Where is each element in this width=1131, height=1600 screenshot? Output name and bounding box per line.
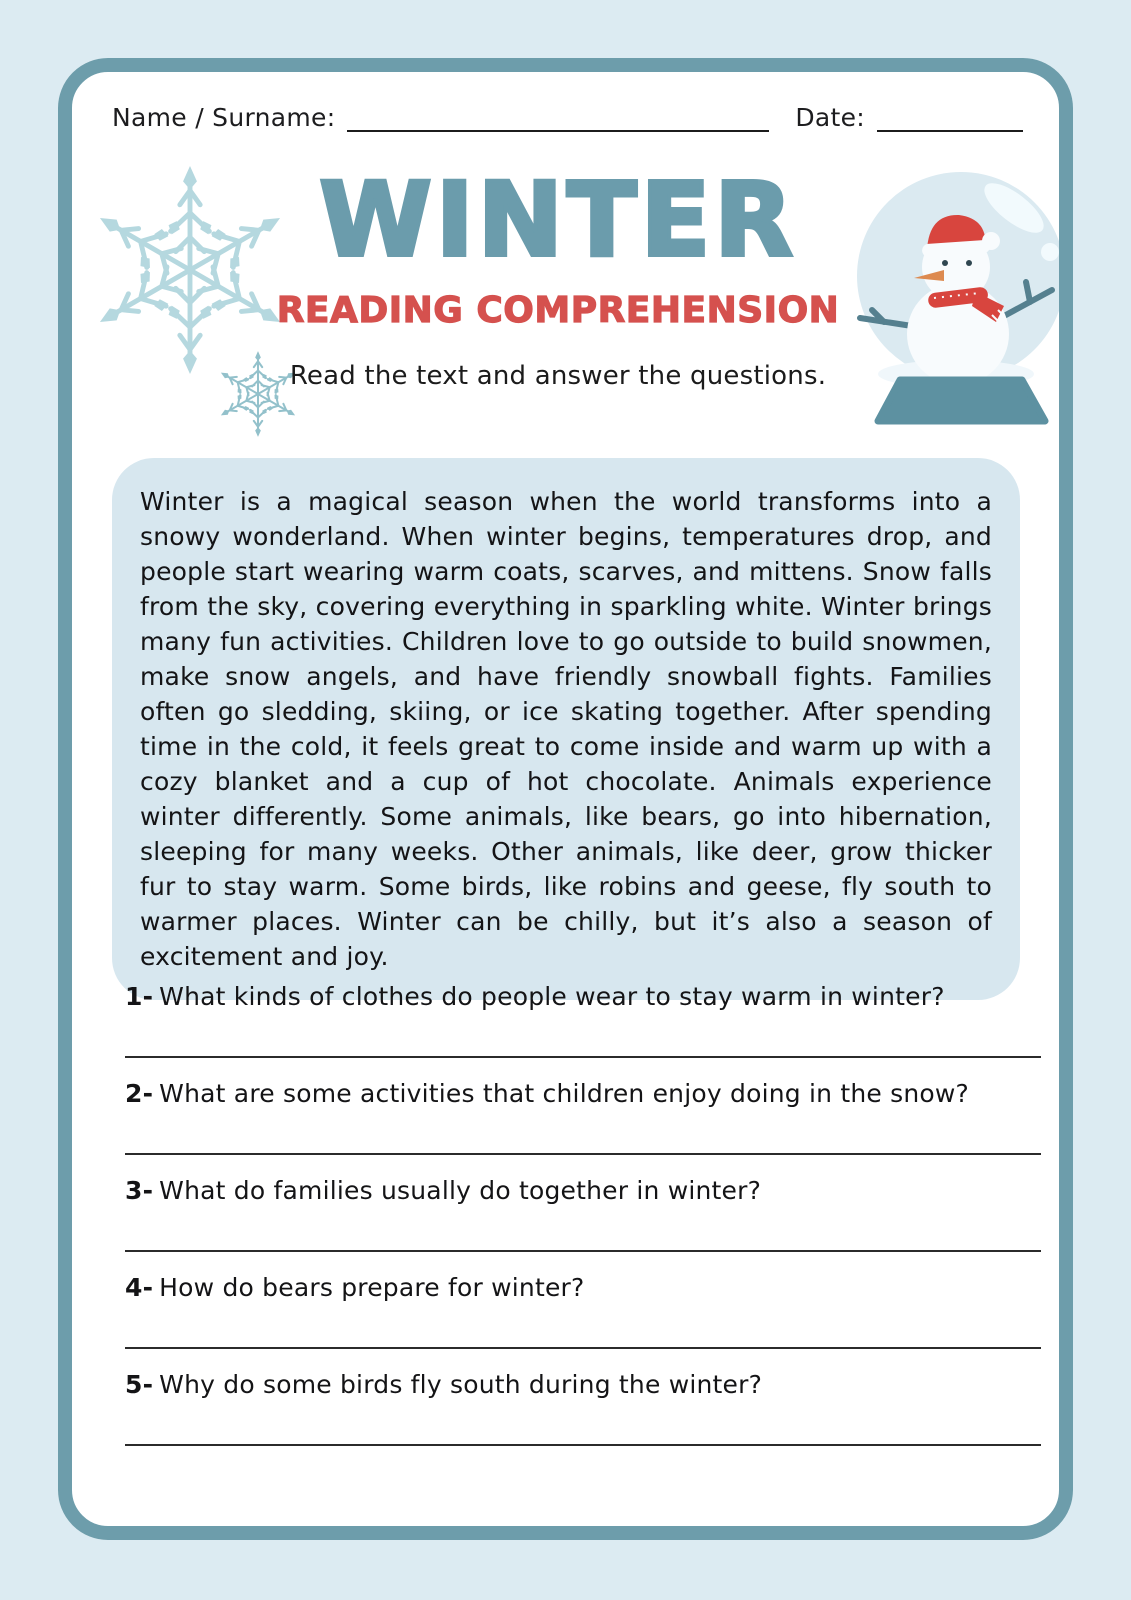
hero-text-block — [258, 161, 858, 392]
date-input-line[interactable] — [877, 102, 1023, 132]
worksheet-title: WINTER — [319, 161, 797, 280]
answer-line[interactable] — [125, 1347, 1041, 1349]
question-text: 4- How do bears prepare for winter? — [125, 1273, 585, 1302]
date-label: Date: — [795, 103, 865, 132]
question-number: 3- — [125, 1176, 154, 1205]
name-label: Name / Surname: — [112, 103, 336, 132]
question-text: 1- What kinds of clothes do people wear to stay warm in winter? — [125, 982, 945, 1011]
instruction-text: Read the text and answer the questions. — [289, 361, 827, 392]
answer-line[interactable] — [125, 1153, 1041, 1155]
question-number: 2- — [125, 1079, 154, 1108]
snow-globe-illustration — [848, 164, 1074, 430]
name-input-line[interactable] — [347, 102, 769, 132]
question-block — [125, 980, 1041, 1058]
worksheet-card — [58, 58, 1073, 1540]
questions-section — [125, 980, 1041, 1465]
question-number: 5- — [125, 1370, 154, 1399]
question-block — [125, 1271, 1041, 1349]
question-text: 2- What are some activities that children enjoy doing in the snow? — [125, 1079, 969, 1108]
answer-line[interactable] — [125, 1056, 1041, 1058]
globe-base — [878, 380, 1045, 421]
question-block — [125, 1368, 1041, 1446]
question-text: 5- Why do some birds fly south during the winter? — [125, 1370, 763, 1399]
answer-line[interactable] — [125, 1250, 1041, 1252]
reading-passage: Winter is a magical season when the world transforms into a snowy wonderland. When winter begins, temperatures drop, and people start wearing warm coats, scarves, and mittens. Snow falls from the sky, covering everything in sparkling white. Winter brings many fun activities. Children love to go outside to build snowmen, make snow angels, and have friendly snowball fights. Families often go sledding, skiing, or ice skating together. After spending time in the cold, it feels great to come inside and warm up with a cozy blanket and a cup of hot chocolate. Animals experience winter differently. Some animals, like bears, go into hibernation, sleeping for many weeks. Other animals, like deer, grow thicker fur to stay warm. Some birds, like robins and geese, fly south to warmer places. Winter can be chilly, but it’s also a season of excitement and joy. — [112, 458, 1020, 1000]
question-block — [125, 1174, 1041, 1252]
question-block — [125, 1077, 1041, 1155]
header-row — [112, 102, 1023, 132]
question-text: 3- What do families usually do together in winter? — [125, 1176, 762, 1205]
question-number: 4- — [125, 1273, 154, 1302]
answer-line[interactable] — [125, 1444, 1041, 1446]
question-number: 1- — [125, 982, 154, 1011]
worksheet-subtitle: READING COMPREHENSION — [276, 290, 840, 332]
